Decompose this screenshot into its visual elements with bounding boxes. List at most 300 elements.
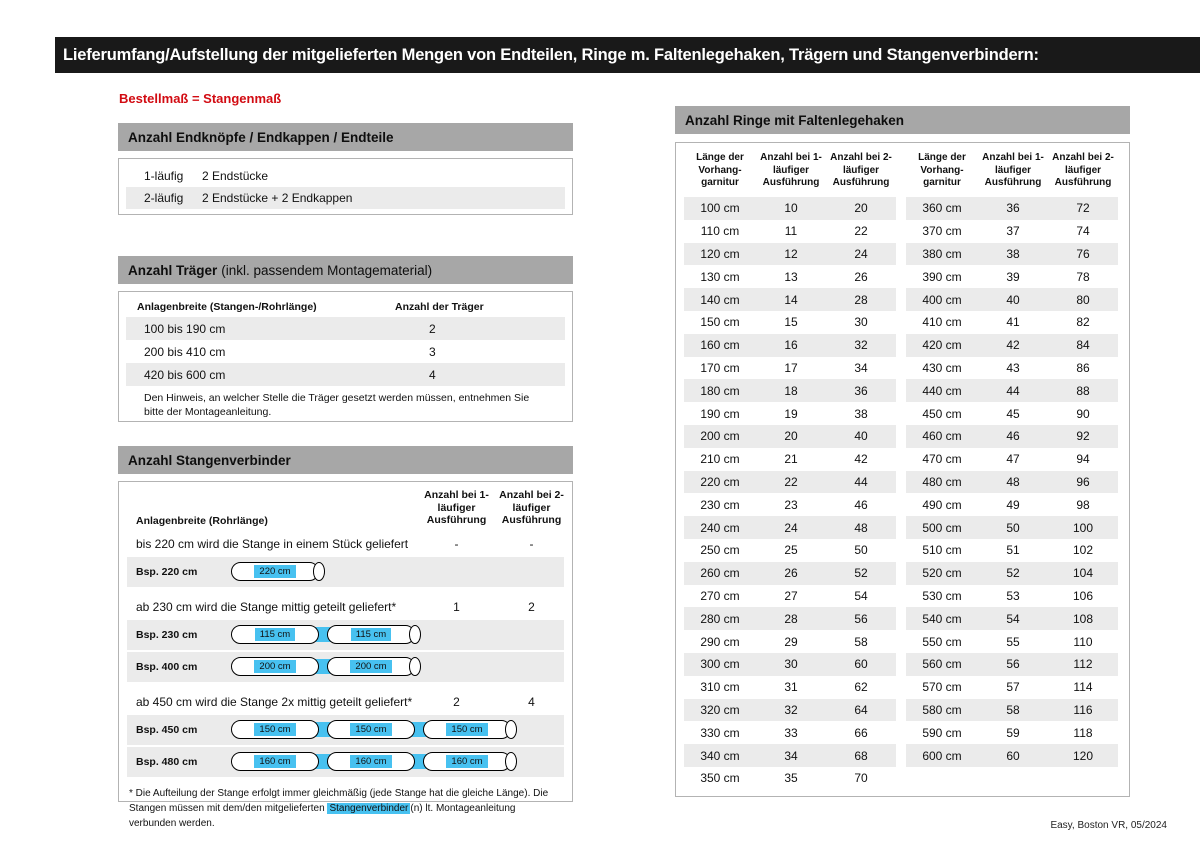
ringe-count-1run-cell: 33 <box>784 725 798 740</box>
ringe-count-2run-cell: 82 <box>1076 315 1090 330</box>
ringe-count-2run-cell: 108 <box>1072 611 1094 626</box>
ringe-length-cell: 390 cm <box>922 269 962 284</box>
ringe-count-2run-cell: 72 <box>1076 201 1090 216</box>
ringe-table-left <box>684 147 896 790</box>
rod-segment <box>231 752 319 771</box>
ringe-row <box>906 448 1118 471</box>
rod-diagram <box>231 751 517 773</box>
rod-example-row <box>127 652 564 682</box>
section-verbinder-title: Anzahl Stangenverbinder <box>128 452 291 468</box>
ringe-length-cell: 580 cm <box>922 702 962 717</box>
ringe-count-1run-cell: 44 <box>1006 383 1020 398</box>
ringe-count-2run-cell: 86 <box>1076 360 1090 375</box>
ringe-count-2run-cell: 98 <box>1076 497 1090 512</box>
ringe-length-cell: 590 cm <box>922 725 962 740</box>
ringe-count-2run-cell: 112 <box>1073 657 1093 672</box>
ringe-count-2run-cell: 58 <box>854 634 868 649</box>
ringe-row <box>906 607 1118 630</box>
ringe-col-header: Anzahl bei 1-läufiger Ausführung <box>982 152 1044 188</box>
ringe-count-1run-cell: 13 <box>784 269 798 284</box>
page-title-bar <box>55 37 1200 73</box>
ringe-count-2run-cell: 102 <box>1072 543 1094 558</box>
ringe-count-1run-cell: 40 <box>1006 292 1020 307</box>
ringe-length-cell: 310 cm <box>700 680 740 695</box>
traeger-count: 4 <box>429 367 436 382</box>
rod-segment <box>231 720 319 739</box>
ringe-row <box>906 721 1118 744</box>
verbinder-group <box>119 691 572 777</box>
verbinder-count-2run: - <box>529 536 534 551</box>
ringe-row <box>684 334 896 357</box>
ringe-row <box>684 721 896 744</box>
ringe-row <box>906 243 1118 266</box>
ringe-length-cell: 470 cm <box>922 452 962 467</box>
ringe-length-cell: 140 cm <box>700 292 740 307</box>
rod-diagram <box>231 624 421 646</box>
verbinder-group <box>119 533 572 587</box>
ringe-row <box>906 379 1118 402</box>
ringe-row <box>684 607 896 630</box>
ringe-row <box>684 357 896 380</box>
traeger-row <box>126 340 565 363</box>
ringe-length-cell: 210 cm <box>700 452 740 467</box>
ringe-count-2run-cell: 24 <box>854 246 868 261</box>
ringe-length-cell: 430 cm <box>922 360 962 375</box>
ringe-col-header: Länge der Vorhang-garnitur <box>918 152 966 188</box>
ringe-count-1run-cell: 25 <box>784 543 798 558</box>
ringe-length-cell: 110 cm <box>700 224 740 239</box>
ringe-count-2run-cell: 66 <box>854 725 868 740</box>
verbinder-groups <box>119 533 572 777</box>
ringe-table <box>675 142 1130 797</box>
ringe-col-header: Anzahl bei 2-läufiger Ausführung <box>1052 152 1114 188</box>
ringe-count-1run-cell: 49 <box>1006 497 1020 512</box>
ringe-count-1run-cell: 30 <box>784 657 798 672</box>
ringe-count-1run-cell: 11 <box>784 224 798 239</box>
ringe-length-cell: 180 cm <box>700 383 740 398</box>
endteile-rows <box>126 165 565 209</box>
ringe-count-2run-cell: 92 <box>1076 429 1090 444</box>
ringe-count-2run-cell: 26 <box>854 269 868 284</box>
ringe-row <box>906 539 1118 562</box>
ringe-count-2run-cell: 30 <box>854 315 868 330</box>
verbinder-footnote <box>129 786 562 831</box>
ringe-count-1run-cell: 31 <box>784 680 798 695</box>
traeger-table <box>118 291 573 422</box>
ringe-count-1run-cell: 46 <box>1006 429 1020 444</box>
ringe-length-cell: 510 cm <box>922 543 962 558</box>
ringe-row <box>684 744 896 767</box>
ringe-count-1run-cell: 19 <box>784 406 798 421</box>
ringe-header-row <box>906 147 1118 197</box>
ringe-count-1run-cell: 55 <box>1006 634 1020 649</box>
ringe-row <box>684 767 896 790</box>
rod-segment-length: 160 cm <box>254 755 295 768</box>
ringe-count-1run-cell: 14 <box>784 292 798 307</box>
ringe-row <box>906 493 1118 516</box>
ringe-count-2run-cell: 100 <box>1072 520 1094 535</box>
ringe-row <box>684 539 896 562</box>
verbinder-col-width-header: Anlagenbreite (Rohrlänge) <box>136 514 268 527</box>
ringe-row <box>684 653 896 676</box>
ringe-count-2run-cell: 20 <box>854 201 868 216</box>
section-ringe-title: Anzahl Ringe mit Faltenlegehaken <box>685 112 905 128</box>
verbinder-footnote-text-end: (n) lt. Montageanleitung verbunden werden. <box>129 802 516 829</box>
section-endteile-header <box>118 123 573 151</box>
ringe-row <box>906 220 1118 243</box>
ringe-length-cell: 520 cm <box>922 566 962 581</box>
ringe-count-1run-cell: 23 <box>784 497 798 512</box>
ringe-count-2run-cell: 114 <box>1073 680 1093 695</box>
ringe-count-1run-cell: 51 <box>1006 543 1020 558</box>
ringe-count-1run-cell: 10 <box>784 201 798 216</box>
ringe-row <box>906 516 1118 539</box>
ringe-count-2run-cell: 90 <box>1076 406 1090 421</box>
ringe-row <box>684 516 896 539</box>
ringe-count-1run-cell: 20 <box>784 429 798 444</box>
ringe-count-1run-cell: 58 <box>1006 702 1020 717</box>
rod-example-label: Bsp. 400 cm <box>136 660 198 673</box>
ringe-row <box>684 197 896 220</box>
ringe-count-2run-cell: 64 <box>854 702 868 717</box>
ringe-length-cell: 400 cm <box>922 292 962 307</box>
rod-example-label: Bsp. 220 cm <box>136 565 198 578</box>
rod-segment-length: 220 cm <box>254 565 295 578</box>
ringe-row <box>906 471 1118 494</box>
section-traeger-header <box>118 256 573 284</box>
traeger-header-row <box>126 297 565 317</box>
endteile-row <box>126 187 565 209</box>
ringe-row <box>906 265 1118 288</box>
ringe-count-1run-cell: 12 <box>784 246 798 261</box>
ringe-count-1run-cell: 43 <box>1006 360 1020 375</box>
rod-segment-length: 200 cm <box>350 660 391 673</box>
ringe-row <box>684 676 896 699</box>
ringe-count-2run-cell: 118 <box>1073 725 1093 740</box>
ringe-count-1run-cell: 21 <box>784 452 798 467</box>
ringe-count-2run-cell: 120 <box>1072 748 1094 763</box>
rod-segment <box>423 752 511 771</box>
endteile-table <box>118 158 573 215</box>
ringe-row <box>906 357 1118 380</box>
ringe-count-1run-cell: 26 <box>784 566 798 581</box>
ringe-row <box>684 493 896 516</box>
ringe-row <box>684 562 896 585</box>
ringe-row <box>684 265 896 288</box>
ringe-count-2run-cell: 28 <box>854 292 868 307</box>
verbinder-rule-text: ab 230 cm wird die Stange mittig geteilt geliefert* <box>136 599 397 614</box>
ringe-count-2run-cell: 84 <box>1076 338 1090 353</box>
ringe-count-2run-cell: 36 <box>854 383 868 398</box>
endteile-parts: 2 Endstücke + 2 Endkappen <box>202 191 353 205</box>
ringe-length-cell: 530 cm <box>922 588 962 603</box>
verbinder-group <box>119 596 572 682</box>
ringe-count-2run-cell: 116 <box>1073 702 1093 717</box>
ringe-row <box>684 448 896 471</box>
ringe-count-1run-cell: 45 <box>1006 406 1020 421</box>
verbinder-col-1run-header: Anzahl bei 1-läufiger Ausführung <box>424 489 489 527</box>
ringe-count-2run-cell: 78 <box>1076 269 1090 284</box>
ringe-row <box>906 744 1118 767</box>
ringe-count-1run-cell: 35 <box>784 771 798 786</box>
ringe-length-cell: 270 cm <box>700 588 740 603</box>
ringe-row <box>906 630 1118 653</box>
rod-segment <box>231 562 319 581</box>
order-size-note: Bestellmaß = Stangenmaß <box>119 91 282 106</box>
ringe-count-2run-cell: 76 <box>1076 246 1090 261</box>
traeger-row <box>126 317 565 340</box>
ringe-length-cell: 190 cm <box>700 406 740 421</box>
ringe-row <box>906 585 1118 608</box>
verbinder-rule-text: ab 450 cm wird die Stange 2x mittig geteilt geliefert* <box>136 694 413 709</box>
rod-segment <box>327 657 415 676</box>
ringe-count-1run-cell: 54 <box>1006 611 1020 626</box>
ringe-count-2run-cell: 104 <box>1072 566 1094 581</box>
ringe-length-cell: 380 cm <box>922 246 962 261</box>
rod-segment-length: 160 cm <box>446 755 487 768</box>
rod-segment <box>423 720 511 739</box>
rod-segment-length: 115 cm <box>255 628 295 641</box>
ringe-count-1run-cell: 17 <box>784 360 798 375</box>
rod-segment <box>231 657 319 676</box>
ringe-count-1run-cell: 38 <box>1006 246 1020 261</box>
rod-diagram <box>231 561 325 583</box>
ringe-length-cell: 200 cm <box>700 429 740 444</box>
ringe-length-cell: 260 cm <box>700 566 740 581</box>
traeger-count: 2 <box>429 321 436 336</box>
ringe-count-2run-cell: 22 <box>854 224 868 239</box>
ringe-length-cell: 160 cm <box>700 338 740 353</box>
ringe-length-cell: 410 cm <box>922 315 962 330</box>
ringe-count-2run-cell: 54 <box>854 588 868 603</box>
endteile-run-type: 1-läufig <box>144 169 184 183</box>
ringe-header-row <box>684 147 896 197</box>
ringe-length-cell: 570 cm <box>922 680 962 695</box>
ringe-length-cell: 280 cm <box>700 611 740 626</box>
rod-diagram <box>231 656 421 678</box>
ringe-length-cell: 250 cm <box>700 543 740 558</box>
verbinder-rule-row <box>119 533 572 555</box>
ringe-row <box>906 653 1118 676</box>
verbinder-count-1run: 1 <box>453 599 460 614</box>
ringe-length-cell: 450 cm <box>922 406 962 421</box>
ringe-count-1run-cell: 28 <box>784 611 798 626</box>
ringe-count-2run-cell: 110 <box>1073 634 1093 649</box>
ringe-count-1run-cell: 16 <box>784 338 798 353</box>
rod-diagram <box>231 719 517 741</box>
rod-endcap-icon <box>505 752 517 771</box>
ringe-row <box>684 220 896 243</box>
verbinder-count-2run: 2 <box>528 599 535 614</box>
stangenverbinder-highlight: Stangenverbinder <box>329 802 409 814</box>
ringe-count-1run-cell: 50 <box>1006 520 1020 535</box>
ringe-count-2run-cell: 88 <box>1076 383 1090 398</box>
ringe-count-1run-cell: 47 <box>1006 452 1020 467</box>
ringe-count-1run-cell: 41 <box>1006 315 1020 330</box>
section-traeger-title: Anzahl Träger <box>128 262 218 278</box>
rod-endcap-icon <box>409 625 421 644</box>
ringe-count-2run-cell: 34 <box>854 360 868 375</box>
ringe-length-cell: 550 cm <box>922 634 962 649</box>
ringe-count-2run-cell: 94 <box>1076 452 1090 467</box>
ringe-row <box>906 311 1118 334</box>
ringe-row <box>684 379 896 402</box>
rod-endcap-icon <box>313 562 325 581</box>
ringe-length-cell: 300 cm <box>700 657 740 672</box>
ringe-count-1run-cell: 52 <box>1006 566 1020 581</box>
ringe-count-1run-cell: 57 <box>1006 680 1020 695</box>
verbinder-count-2run: 4 <box>528 694 535 709</box>
ringe-count-2run-cell: 62 <box>854 680 868 695</box>
traeger-width-range: 420 bis 600 cm <box>144 367 226 382</box>
ringe-row <box>906 562 1118 585</box>
verbinder-rule-row <box>119 691 572 713</box>
rod-segment-length: 150 cm <box>254 723 295 736</box>
ringe-row <box>906 699 1118 722</box>
endteile-run-type: 2-läufig <box>144 191 184 205</box>
ringe-length-cell: 150 cm <box>700 315 740 330</box>
ringe-row <box>684 471 896 494</box>
ringe-row <box>684 585 896 608</box>
ringe-count-1run-cell: 59 <box>1006 725 1020 740</box>
ringe-col-header: Anzahl bei 1-läufiger Ausführung <box>760 152 822 188</box>
rod-segment-length: 160 cm <box>350 755 391 768</box>
traeger-count: 3 <box>429 344 436 359</box>
ringe-length-cell: 480 cm <box>922 474 962 489</box>
rod-segment-length: 115 cm <box>351 628 391 641</box>
ringe-count-1run-cell: 37 <box>1006 224 1020 239</box>
ringe-length-cell: 290 cm <box>700 634 740 649</box>
ringe-length-cell: 220 cm <box>700 474 740 489</box>
ringe-length-cell: 170 cm <box>700 360 740 375</box>
section-ringe-header <box>675 106 1130 134</box>
ringe-length-cell: 330 cm <box>700 725 740 740</box>
ringe-count-2run-cell: 38 <box>854 406 868 421</box>
ringe-count-2run-cell: 46 <box>854 497 868 512</box>
verbinder-header-row <box>119 487 572 533</box>
ringe-count-2run-cell: 74 <box>1076 224 1090 239</box>
ringe-length-cell: 230 cm <box>700 497 740 512</box>
ringe-count-2run-cell: 32 <box>854 338 868 353</box>
verbinder-footnote-text: * Die Aufteilung der Stange erfolgt immer gleichmäßig (jede Stange hat die gleiche Länge). Die Stangen müssen mit dem/den mitgelieferten <box>129 787 549 814</box>
ringe-count-1run-cell: 18 <box>784 383 798 398</box>
ringe-length-cell: 490 cm <box>922 497 962 512</box>
rod-segment-length: 200 cm <box>254 660 295 673</box>
document-footer: Easy, Boston VR, 05/2024 <box>1050 820 1167 831</box>
ringe-length-cell: 420 cm <box>922 338 962 353</box>
rod-segment <box>231 625 319 644</box>
ringe-count-1run-cell: 24 <box>784 520 798 535</box>
rod-example-row <box>127 715 564 745</box>
ringe-length-cell: 340 cm <box>700 748 740 763</box>
verbinder-rule-row <box>119 596 572 618</box>
ringe-count-2run-cell: 80 <box>1076 292 1090 307</box>
rod-segment <box>327 752 415 771</box>
rod-segment <box>327 625 415 644</box>
ringe-count-2run-cell: 52 <box>854 566 868 581</box>
rod-segment-length: 150 cm <box>446 723 487 736</box>
ringe-count-2run-cell: 60 <box>854 657 868 672</box>
rod-example-label: Bsp. 480 cm <box>136 755 198 768</box>
verbinder-count-1run: 2 <box>453 694 460 709</box>
ringe-length-cell: 320 cm <box>700 702 740 717</box>
verbinder-rule-text: bis 220 cm wird die Stange in einem Stück geliefert <box>136 536 409 551</box>
ringe-count-2run-cell: 50 <box>854 543 868 558</box>
ringe-count-2run-cell: 42 <box>854 452 868 467</box>
rod-example-label: Bsp. 230 cm <box>136 628 198 641</box>
rod-segment-length: 150 cm <box>350 723 391 736</box>
ringe-length-cell: 440 cm <box>922 383 962 398</box>
section-endteile-title: Anzahl Endknöpfe / Endkappen / Endteile <box>128 129 394 145</box>
ringe-count-1run-cell: 32 <box>784 702 798 717</box>
ringe-count-2run-cell: 96 <box>1076 474 1090 489</box>
rod-example-row <box>127 747 564 777</box>
ringe-row <box>906 334 1118 357</box>
ringe-row <box>684 288 896 311</box>
ringe-col-header: Anzahl bei 2-läufiger Ausführung <box>830 152 892 188</box>
traeger-note: Den Hinweis, an welcher Stelle die Träger gesetzt werden müssen, entnehmen Sie bitte der Montageanleitung. <box>144 392 530 418</box>
ringe-length-cell: 600 cm <box>922 748 962 763</box>
ringe-count-1run-cell: 34 <box>784 748 798 763</box>
ringe-count-1run-cell: 22 <box>784 474 798 489</box>
ringe-length-cell: 120 cm <box>700 246 740 261</box>
ringe-row <box>684 311 896 334</box>
ringe-count-1run-cell: 29 <box>784 634 798 649</box>
ringe-row <box>684 630 896 653</box>
ringe-length-cell: 100 cm <box>700 201 740 216</box>
ringe-length-cell: 350 cm <box>700 771 740 786</box>
traeger-col-count-header: Anzahl der Träger <box>395 301 484 313</box>
ringe-row <box>906 288 1118 311</box>
ringe-row <box>684 243 896 266</box>
endteile-row <box>126 165 565 187</box>
ringe-length-cell: 560 cm <box>922 657 962 672</box>
rod-example-label: Bsp. 450 cm <box>136 723 198 736</box>
ringe-count-2run-cell: 106 <box>1072 588 1094 603</box>
ringe-count-1run-cell: 53 <box>1006 588 1020 603</box>
ringe-length-cell: 240 cm <box>700 520 740 535</box>
section-verbinder-header <box>118 446 573 474</box>
ringe-row <box>684 699 896 722</box>
ringe-count-2run-cell: 68 <box>854 748 868 763</box>
ringe-row <box>906 676 1118 699</box>
ringe-length-cell: 130 cm <box>700 269 740 284</box>
ringe-length-cell: 500 cm <box>922 520 962 535</box>
ringe-count-1run-cell: 60 <box>1006 748 1020 763</box>
ringe-count-2run-cell: 40 <box>854 429 868 444</box>
ringe-table-right <box>906 147 1118 767</box>
rod-endcap-icon <box>409 657 421 676</box>
rod-segment <box>327 720 415 739</box>
traeger-col-width-header: Anlagenbreite (Stangen-/Rohrlänge) <box>137 301 317 313</box>
ringe-length-cell: 370 cm <box>922 224 962 239</box>
ringe-row <box>684 425 896 448</box>
endteile-parts: 2 Endstücke <box>202 169 269 183</box>
rod-example-row <box>127 620 564 650</box>
ringe-row <box>906 197 1118 220</box>
traeger-rows <box>126 317 565 386</box>
ringe-row <box>906 402 1118 425</box>
ringe-count-1run-cell: 56 <box>1006 657 1020 672</box>
page-title: Lieferumfang/Aufstellung der mitgelieferten Mengen von Endteilen, Ringe m. Faltenlegehaken, Trägern und Stangenverbindern: <box>63 45 1039 64</box>
traeger-width-range: 200 bis 410 cm <box>144 344 226 359</box>
ringe-row <box>684 402 896 425</box>
ringe-row <box>906 425 1118 448</box>
rod-endcap-icon <box>505 720 517 739</box>
ringe-count-1run-cell: 36 <box>1006 201 1020 216</box>
ringe-count-2run-cell: 56 <box>854 611 868 626</box>
ringe-count-2run-cell: 48 <box>854 520 868 535</box>
